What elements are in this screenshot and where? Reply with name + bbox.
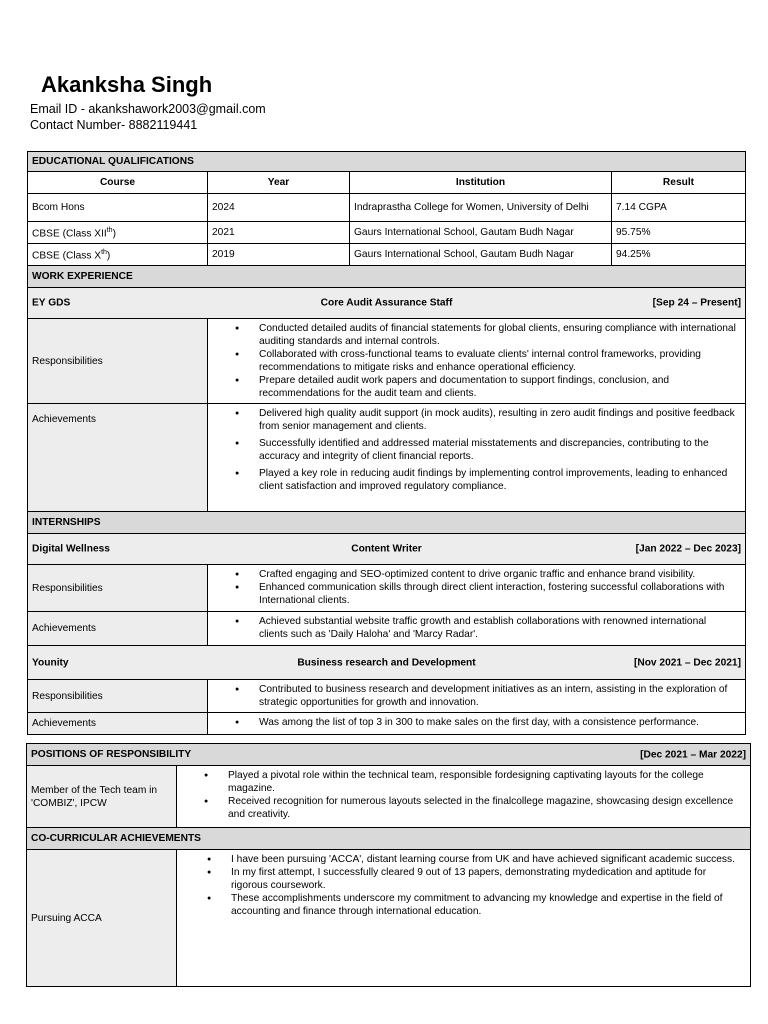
internship-header bbox=[28, 646, 746, 680]
year-cell: 2024 bbox=[208, 194, 350, 222]
job-role: Content Writer bbox=[351, 543, 422, 555]
course-cell: CBSE (Class Xth) bbox=[28, 244, 208, 266]
job-role: Core Audit Assurance Staff bbox=[320, 297, 453, 309]
internship-header bbox=[28, 534, 746, 565]
cocurricular-list bbox=[177, 850, 751, 987]
institution-cell: Indraprastha College for Women, University of Delhi bbox=[350, 194, 612, 222]
phone-line: Contact Number- 8882119441 bbox=[30, 118, 198, 132]
list-item: ● Received recognition for numerous layouts selected in the finalcollege magazine, showcasing design excellence and creativity. bbox=[228, 795, 742, 821]
positions-section-title: POSITIONS OF RESPONSIBILITY [Dec 2021 – Mar 2022] bbox=[27, 744, 751, 766]
achievements-list bbox=[208, 404, 746, 512]
column-header-year: Year bbox=[208, 172, 350, 194]
responsibilities-list bbox=[208, 680, 746, 713]
position-label: Member of the Tech team in 'COMBIZ', IPCW bbox=[27, 766, 177, 828]
course-cell: CBSE (Class XIIth) bbox=[28, 222, 208, 244]
table-row bbox=[28, 222, 746, 244]
list-item: ● Achieved substantial website traffic growth and establish collaborations with renowned international clients such as 'Daily Haloha' and 'Marcy Radar'. bbox=[259, 615, 737, 641]
column-header-result: Result bbox=[612, 172, 746, 194]
job-period: [Sep 24 – Present] bbox=[652, 297, 741, 309]
work-section-title: WORK EXPERIENCE bbox=[28, 266, 746, 288]
achievements-label: Achievements bbox=[28, 612, 208, 646]
table-row bbox=[28, 194, 746, 222]
job-role: Business research and Development bbox=[297, 657, 476, 668]
responsibilities-label: Responsibilities bbox=[28, 319, 208, 404]
education-section-title: EDUCATIONAL QUALIFICATIONS bbox=[28, 152, 746, 172]
list-item: ● These accomplishments underscore my commitment to advancing my knowledge and expertise in the field of accounting and finance through international education. bbox=[231, 892, 742, 918]
company-name: Younity bbox=[32, 657, 69, 668]
result-cell: 7.14 CGPA bbox=[612, 194, 746, 222]
column-header-course: Course bbox=[28, 172, 208, 194]
cocurricular-label: Pursuing ACCA bbox=[27, 850, 177, 987]
email-line: Email ID - akankshawork2003@gmail.com bbox=[30, 102, 266, 116]
responsibilities-label: Responsibilities bbox=[28, 680, 208, 713]
job-header bbox=[28, 288, 746, 319]
list-item: ● Conducted detailed audits of financial statements for global clients, ensuring compliance with international auditing standards and internal controls. bbox=[259, 322, 737, 348]
list-item: ● Successfully identified and addressed material misstatements and discrepancies, contributing to the accuracy and integrity of client financial reports. bbox=[259, 437, 737, 463]
job-period: [Nov 2021 – Dec 2021] bbox=[633, 657, 741, 668]
list-item: ● Played a key role in reducing audit findings by implementing control improvements, leading to enhanced client satisfaction and improved regulatory compliance. bbox=[259, 467, 737, 493]
result-cell: 95.75% bbox=[612, 222, 746, 244]
list-item: ● Played a pivotal role within the technical team, responsible fordesigning captivating layouts for the college magazine. bbox=[228, 769, 742, 795]
responsibilities-list bbox=[208, 565, 746, 612]
company-name: Digital Wellness bbox=[32, 543, 110, 555]
achievements-list bbox=[208, 713, 746, 735]
resume-secondary-table bbox=[26, 743, 751, 987]
positions-list bbox=[177, 766, 751, 828]
institution-cell: Gaurs International School, Gautam Budh Nagar bbox=[350, 244, 612, 266]
list-item: ● Was among the list of top 3 in 300 to make sales on the first day, with a consistence performance. bbox=[259, 716, 737, 729]
list-item: ● Prepare detailed audit work papers and documentation to support findings, conclusion, and recommendations for the audit team and clients. bbox=[259, 374, 737, 400]
achievements-label: Achievements bbox=[28, 404, 208, 512]
list-item: ● Crafted engaging and SEO-optimized content to drive organic traffic and enhance brand visibility. bbox=[259, 568, 737, 581]
year-cell: 2019 bbox=[208, 244, 350, 266]
achievements-label: Achievements bbox=[28, 713, 208, 735]
result-cell: 94.25% bbox=[612, 244, 746, 266]
job-period: [Jan 2022 – Dec 2023] bbox=[635, 543, 741, 555]
course-cell: Bcom Hons bbox=[28, 194, 208, 222]
institution-cell: Gaurs International School, Gautam Budh Nagar bbox=[350, 222, 612, 244]
list-item: ● In my first attempt, I successfully cleared 9 out of 13 papers, demonstrating mydedication and aptitude for rigorous coursework. bbox=[231, 866, 742, 892]
candidate-name: Akanksha Singh bbox=[41, 72, 213, 97]
list-item: ● Enhanced communication skills through direct client interaction, fostering successful collaborations with International clients. bbox=[259, 581, 737, 607]
list-item: ● Collaborated with cross-functional teams to evaluate clients' internal control frameworks, providing recommendations to mitigate risks and enhance operational efficiency. bbox=[259, 348, 737, 374]
list-item: ● Contributed to business research and development initiatives as an intern, assisting in the exploration of strategic opportunities for growth and innovation. bbox=[259, 683, 737, 709]
list-item: ● Delivered high quality audit support (in mock audits), resulting in zero audit findings and positive feedback from senior management and clients. bbox=[259, 407, 737, 433]
achievements-list bbox=[208, 612, 746, 646]
table-row bbox=[28, 244, 746, 266]
cocurricular-section-title: CO-CURRICULAR ACHIEVEMENTS bbox=[27, 828, 751, 850]
responsibilities-label: Responsibilities bbox=[28, 565, 208, 612]
company-name: EY GDS bbox=[32, 297, 71, 309]
year-cell: 2021 bbox=[208, 222, 350, 244]
resume-main-table bbox=[27, 151, 746, 735]
responsibilities-list bbox=[208, 319, 746, 404]
internships-section-title: INTERNSHIPS bbox=[28, 512, 746, 534]
column-header-institution: Institution bbox=[350, 172, 612, 194]
positions-period: [Dec 2021 – Mar 2022] bbox=[640, 749, 747, 760]
list-item: ● I have been pursuing 'ACCA', distant learning course from UK and have achieved significant academic success. bbox=[231, 853, 742, 866]
